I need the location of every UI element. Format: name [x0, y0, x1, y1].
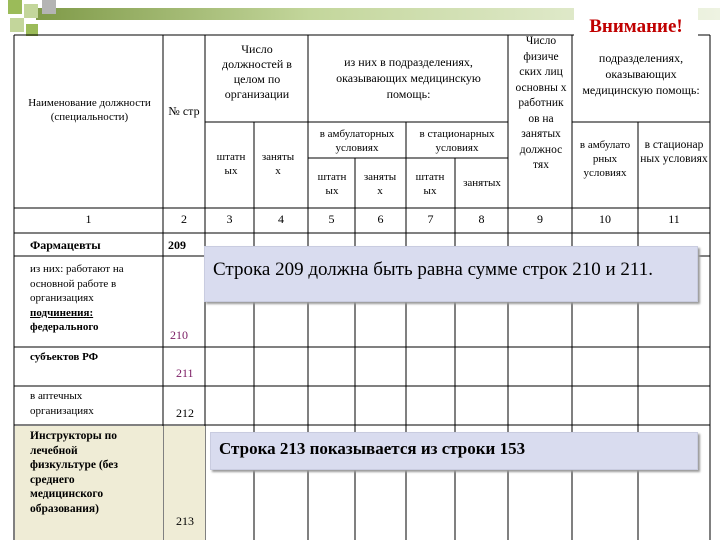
column-number: 1: [85, 212, 92, 226]
header-persons-units: подразделениях, оказывающих медицинскую помощь:: [582, 51, 700, 97]
row-name-line: лечебной: [30, 444, 78, 457]
column-number: 3: [226, 212, 233, 226]
row-number-213: 213: [176, 514, 194, 528]
column-number: 4: [278, 212, 284, 226]
column-number: 8: [478, 212, 485, 226]
row-name-pharmacists: Фармацевты: [30, 238, 101, 252]
row-name-line: среднего: [30, 473, 75, 486]
row-name-line: в аптечных: [30, 390, 83, 402]
row-name-line: Инструкторы по: [30, 430, 117, 442]
header-outpatient-occupied: заняты х: [363, 171, 397, 197]
header-inpatient: в стационарных условиях: [419, 128, 495, 154]
warning-title-text: Внимание!: [589, 16, 683, 37]
column-number: 11: [668, 212, 680, 226]
row-name-instructors: [30, 429, 162, 516]
row-name-line: организациях: [30, 404, 94, 417]
row-name-federal: [30, 262, 162, 335]
row-name-line: образования): [30, 502, 99, 515]
header-positions-total: Число должностей в целом по организации: [222, 42, 292, 101]
header-medical-units: из них в подразделениях, оказывающих медицинскую помощь:: [336, 55, 481, 101]
header-outpatient-staff: штатн ых: [317, 171, 347, 197]
row-name-line: основной работе в: [30, 277, 117, 290]
header-persons-inpatient: в стационар ных условиях: [640, 139, 708, 165]
column-number: 7: [427, 212, 434, 226]
callout-row-209: [204, 246, 698, 302]
row-name-line: из них: работают на: [30, 263, 124, 275]
header-row-number: № стр: [168, 104, 200, 118]
column-number: 5: [328, 212, 335, 226]
row-name-line: федерального: [30, 321, 99, 333]
row-name-line: физкультуре (без: [30, 459, 119, 471]
column-number: 6: [377, 212, 384, 226]
column-number: 9: [537, 212, 543, 226]
column-number: 10: [599, 212, 611, 226]
callout-row-209-text: Строка 209 должна быть равна сумме строк 210 и 211.: [213, 259, 653, 280]
row-name-subjects: субъектов РФ: [30, 351, 99, 363]
callout-row-213: [210, 432, 698, 470]
row-name-line: подчинения:: [30, 306, 94, 319]
row-number-211: 211: [176, 366, 194, 380]
callout-row-213-text: Строка 213 показывается из строки 153: [219, 439, 526, 458]
header-positions-occupied: заняты х: [261, 151, 295, 177]
column-number: 2: [181, 212, 187, 226]
row-name-pharmacies: [30, 389, 160, 418]
row-number-210: 210: [170, 328, 188, 342]
header-inpatient-staff: штатн ых: [415, 171, 445, 197]
row-number-212: 212: [176, 406, 194, 420]
row-number-209: 209: [168, 238, 186, 252]
row-name-line: медицинского: [30, 488, 104, 500]
header-position-name: Наименование должности (специальности): [28, 97, 151, 123]
header-persons-outpatient: в амбулато рных условиях: [579, 139, 631, 179]
header-positions-staff: штатн ых: [216, 151, 246, 177]
row-name-line: организациях: [30, 292, 94, 304]
header-inpatient-occupied: занятых: [463, 177, 501, 189]
header-outpatient: в амбулаторных условиях: [319, 128, 395, 154]
header-persons-count: Число физиче ских лиц основны х работник ов на занятых должнос тях: [515, 35, 567, 171]
